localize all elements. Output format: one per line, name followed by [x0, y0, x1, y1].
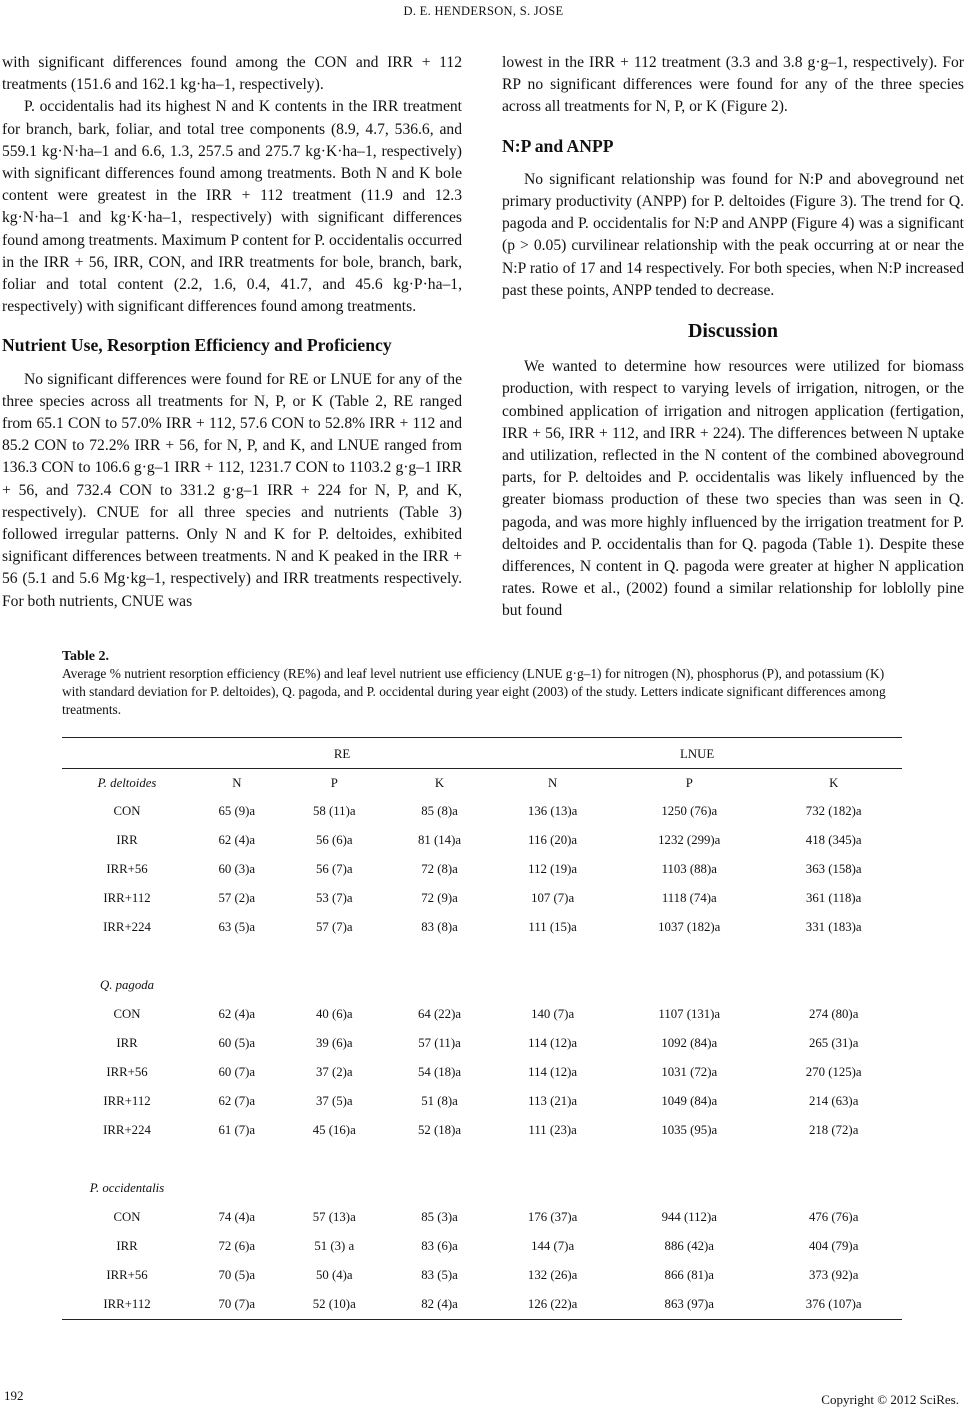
table-body — [62, 797, 902, 1320]
table-cell: 886 (42)a — [664, 1239, 714, 1253]
column-label — [387, 971, 492, 1000]
table-cell: 1035 (95)a — [661, 1123, 718, 1137]
table-cell: 56 (7)a — [315, 862, 353, 876]
species-header-row — [62, 769, 902, 798]
table-row — [62, 913, 902, 942]
table-cell: 274 (80)a — [808, 1007, 859, 1021]
table-cell: 732 (182)a — [805, 804, 862, 818]
column-label: N — [492, 769, 613, 798]
table-cell: 57 (11)a — [418, 1036, 461, 1050]
table-cell: 361 (118)a — [806, 891, 862, 905]
table-cell: 112 (19)a — [528, 862, 578, 876]
column-label — [613, 1174, 765, 1203]
species-name: Q. pagoda — [99, 978, 155, 992]
table-cell: 136 (13)a — [527, 804, 578, 818]
table-row — [62, 1232, 902, 1261]
treatment-label: IRR+56 — [106, 1065, 148, 1079]
table-cell: 144 (7)a — [531, 1239, 575, 1253]
right-paragraph-1: lowest in the IRR + 112 treatment (3.3 and 3.8 g·g–1, respectively). For RP no significant differences were found for any of the three species across all treatments for N, P, or K (Figure 2). — [502, 54, 964, 116]
column-group-lnue: LNUE — [492, 738, 902, 769]
table-cell: 57 (7)a — [315, 920, 353, 934]
table-title: Table 2. — [62, 649, 109, 664]
table-cell: 140 (7)a — [531, 1007, 575, 1021]
column-label: K — [387, 769, 492, 798]
table-cell: 376 (107)a — [765, 1290, 902, 1320]
column-label: P — [613, 769, 765, 798]
table-cell: 107 (7)a — [531, 891, 575, 905]
table-cell: 476 (76)a — [808, 1210, 859, 1224]
table-row — [62, 1261, 902, 1290]
table-cell: 62 (4)a — [218, 1007, 256, 1021]
table-cell: 63 (5)a — [218, 920, 256, 934]
table-cell: 62 (4)a — [218, 833, 256, 847]
table-cell: 57 (13)a — [312, 1210, 356, 1224]
table-cell: 218 (72)a — [808, 1123, 859, 1137]
table-cell: 57 (2)a — [218, 891, 256, 905]
treatment-label: IRR+112 — [103, 891, 151, 905]
column-label: K — [765, 769, 902, 798]
table-cell: 83 (8)a — [421, 920, 458, 934]
treatment-label: IRR+112 — [62, 1290, 192, 1320]
left-paragraph-1: with significant differences found among the CON and IRR + 112 treatments (151.6 and 162.1 kg·ha–1, respectively). — [2, 54, 462, 94]
table-cell: 60 (5)a — [218, 1036, 256, 1050]
right-paragraph-2: No significant relationship was found for N:P and aboveground net primary productivity (ANPP) for P. deltoides (Figure 3). The trend for Q. pagoda and P. occidentalis for N:P and ANPP (Figure 4) was a significant (p > 0.05) curvilinear relationship with the peak occurring at or near the N:P ratio of 17 and 14 respectively. For both species, when N:P increased past these points, ANPP tended to decrease. — [502, 170, 964, 299]
column-label — [282, 1174, 387, 1203]
table-cell: 363 (158)a — [805, 862, 862, 876]
table-row — [62, 884, 902, 913]
results-table — [62, 737, 902, 1320]
right-paragraph-3: We wanted to determine how resources were utilized for biomass production, with respect to varying levels of irrigation, nitrogen, or the combined application of irrigation and nitrogen application (fertigation, IRR + 56, IRR + 112, and IRR + 224). The differences between N uptake and utilization, reflected in the N content of the combined aboveground parts, for P. deltoides and P. occidentalis was likely influenced by the greater biomass production of these two species than was seen in Q. pagoda, and was more highly influenced by the irrigation treatment for P. deltoides and P. occidentalis than for Q. pagoda (Table 1). Despite these differences, N content in Q. pagoda were greater at higher N application rates. Rowe et al., (2002) found a similar relationship for loblolly pine but found — [502, 358, 964, 620]
table-cell: 82 (4)a — [387, 1290, 492, 1320]
table-cell: 52 (10)a — [282, 1290, 387, 1320]
table-cell: 418 (345)a — [805, 833, 862, 847]
table-cell: 40 (6)a — [315, 1007, 353, 1021]
table-cell: 70 (7)a — [192, 1290, 282, 1320]
table-row — [62, 1203, 902, 1232]
table-cell: 1049 (84)a — [661, 1094, 718, 1108]
table-cell: 1103 (88)a — [661, 862, 717, 876]
table-spacer-row — [62, 1145, 902, 1174]
table-cell: 1107 (131)a — [658, 1007, 721, 1021]
table-cell: 51 (3) a — [314, 1239, 355, 1253]
table-cell: 404 (79)a — [808, 1239, 859, 1253]
treatment-label: IRR+224 — [103, 1123, 151, 1137]
table-cell: 111 (23)a — [528, 1123, 577, 1137]
treatment-label: CON — [113, 804, 141, 818]
column-label — [492, 971, 613, 1000]
table-cell: 1092 (84)a — [661, 1036, 718, 1050]
table-cell: 114 (12)a — [528, 1036, 578, 1050]
table-cell: 50 (4)a — [315, 1268, 353, 1282]
table-cell: 83 (5)a — [421, 1268, 458, 1282]
table-cell: 81 (14)a — [418, 833, 462, 847]
treatment-label: CON — [113, 1210, 141, 1224]
table-cell: 37 (2)a — [315, 1065, 353, 1079]
right-column — [502, 52, 964, 623]
treatment-label: IRR+224 — [103, 920, 151, 934]
column-label — [282, 971, 387, 1000]
table-cell: 1037 (182)a — [658, 920, 721, 934]
table-cell: 45 (16)a — [312, 1123, 356, 1137]
column-label — [492, 1174, 613, 1203]
column-label — [765, 1174, 902, 1203]
column-label — [765, 971, 902, 1000]
column-label — [613, 971, 765, 1000]
table-row — [62, 1058, 902, 1087]
treatment-label: IRR — [116, 833, 138, 847]
column-label: P — [282, 769, 387, 798]
table-cell: 1232 (299)a — [658, 833, 721, 847]
left-column — [2, 52, 462, 613]
table-cell: 64 (22)a — [418, 1007, 462, 1021]
treatment-label: IRR — [116, 1239, 138, 1253]
treatment-label: IRR+56 — [106, 1268, 148, 1282]
table-cell: 132 (26)a — [527, 1268, 578, 1282]
section-heading-nutrient-use: Nutrient Use, Resorption Efficiency and Proficiency — [2, 335, 392, 356]
table-cell: 54 (18)a — [418, 1065, 462, 1079]
copyright-notice: Copyright © 2012 SciRes. — [821, 1392, 959, 1407]
treatment-label: CON — [113, 1007, 141, 1021]
running-header: D. E. HENDERSON, S. JOSE — [403, 4, 564, 18]
table-cell: 944 (112)a — [661, 1210, 717, 1224]
table-cell: 866 (81)a — [664, 1268, 714, 1282]
table-cell: 51 (8)a — [421, 1094, 458, 1108]
table-cell: 85 (8)a — [421, 804, 458, 818]
table-cell: 58 (11)a — [312, 804, 356, 818]
species-header-row — [62, 971, 902, 1000]
table-cell: 1031 (72)a — [661, 1065, 718, 1079]
table-cell: 72 (9)a — [421, 891, 458, 905]
table-cell: 214 (63)a — [808, 1094, 859, 1108]
table-cell: 85 (3)a — [421, 1210, 458, 1224]
page-number: 192 — [4, 1388, 24, 1403]
table-cell: 116 (20)a — [528, 833, 578, 847]
table-cell: 373 (92)a — [808, 1268, 859, 1282]
left-paragraph-3: No significant differences were found for RE or LNUE for any of the three species across all treatments for N, P, or K (Table 2, RE ranged from 65.1 CON to 57.0% IRR + 112, 57.6 CON to 52.8% IRR + 112 and 85.2 CON to 72.2% IRR + 56, for N, P, and K, and LNUE ranged from 136.3 CON to 106.6 g·g–1 IRR + 112, 1231.7 CON to 1103.2 g·g–1 IRR + 56, and 732.4 CON to 331.2 g·g–1 IRR + 224 for N, P, and K, respectively). CNUE for all three species and nutrients (Table 3) followed irregular patterns. Only N and K for P. deltoides, exhibited significant differences between treatments. N and K peaked in the IRR + 56 (5.1 and 5.6 Mg·kg–1, respectively) and IRR treatments respectively. For both nutrients, CNUE was — [2, 370, 462, 610]
table-cell: 270 (125)a — [805, 1065, 862, 1079]
table-cell: 1250 (76)a — [661, 804, 718, 818]
left-paragraph-2: P. occidentalis had its highest N and K contents in the IRR treatment for branch, bark, foliar, and total tree components (8.9, 4.7, 536.6, and 559.1 kg·N·ha–1 and 6.6, 1.3, 257.5 and 275.7 kg·K·ha–1, respectively) with significant differences found among treatments. Both N and K bole content were greatest in the IRR + 112 treatment (11.9 and 12.3 kg·N·ha–1 and kg·K·ha–1, respectively) with significant differences found among treatments. Maximum P content for P. occidentalis occurred in the IRR + 56, IRR, CON, and IRR treatments for bole, branch, bark, foliar and total content (2.2, 1.6, 0.4, 41.7, and 45.6 kg·P·ha–1, respectively) with significant differences found among treatments. — [2, 98, 462, 316]
table-corner — [62, 738, 192, 769]
table-cell: 37 (5)a — [315, 1094, 353, 1108]
table-row — [62, 826, 902, 855]
table-row — [62, 797, 902, 826]
table-cell: 863 (97)a — [613, 1290, 765, 1320]
table-cell: 53 (7)a — [315, 891, 353, 905]
table-cell: 265 (31)a — [808, 1036, 859, 1050]
column-label — [192, 1174, 282, 1203]
section-heading-np-anpp: N:P and ANPP — [502, 135, 614, 156]
table-spacer-row — [62, 942, 902, 971]
table-cell: 113 (21)a — [528, 1094, 578, 1108]
table-cell: 83 (6)a — [421, 1239, 458, 1253]
treatment-label: IRR — [116, 1036, 138, 1050]
table-cell: 126 (22)a — [492, 1290, 613, 1320]
table-cell: 39 (6)a — [315, 1036, 353, 1050]
table-cell: 61 (7)a — [218, 1123, 256, 1137]
table-cell: 52 (18)a — [418, 1123, 462, 1137]
species-header-row — [62, 1174, 902, 1203]
treatment-label: IRR+56 — [106, 862, 148, 876]
table-row — [62, 1000, 902, 1029]
column-label — [192, 971, 282, 1000]
table-cell: 72 (6)a — [218, 1239, 256, 1253]
table-row — [62, 1116, 902, 1145]
table-cell: 65 (9)a — [218, 804, 256, 818]
table-cell: 176 (37)a — [527, 1210, 578, 1224]
table-2 — [62, 648, 902, 1320]
species-name: P. occidentalis — [89, 1181, 165, 1195]
table-cell: 56 (6)a — [315, 833, 353, 847]
table-row — [62, 1087, 902, 1116]
table-row — [62, 1290, 902, 1320]
table-cell: 60 (7)a — [218, 1065, 256, 1079]
table-cell: 62 (7)a — [218, 1094, 256, 1108]
table-cell: 111 (15)a — [528, 920, 577, 934]
table-cell: 70 (5)a — [218, 1268, 256, 1282]
section-heading-discussion: Discussion — [687, 320, 779, 343]
column-label: N — [192, 769, 282, 798]
table-cell: 74 (4)a — [218, 1210, 256, 1224]
species-name: P. deltoides — [62, 769, 192, 798]
table-caption: Average % nutrient resorption efficiency (RE%) and leaf level nutrient use efficiency (LNUE g·g–1) for nitrogen (N), phosphorus (P), and potassium (K) with standard deviation for P. deltoides), Q. pagoda, and P. occidental during year eight (2003) of the study. Letters indicate significant differences among treatments. — [62, 666, 886, 717]
table-cell: 1118 (74)a — [661, 891, 717, 905]
column-label — [387, 1174, 492, 1203]
treatment-label: IRR+112 — [103, 1094, 151, 1108]
table-cell: 331 (183)a — [805, 920, 862, 934]
table-cell: 114 (12)a — [528, 1065, 578, 1079]
table-row — [62, 855, 902, 884]
column-group-re: RE — [192, 738, 492, 769]
table-row — [62, 1029, 902, 1058]
table-cell: 60 (3)a — [218, 862, 256, 876]
table-cell: 72 (8)a — [421, 862, 458, 876]
